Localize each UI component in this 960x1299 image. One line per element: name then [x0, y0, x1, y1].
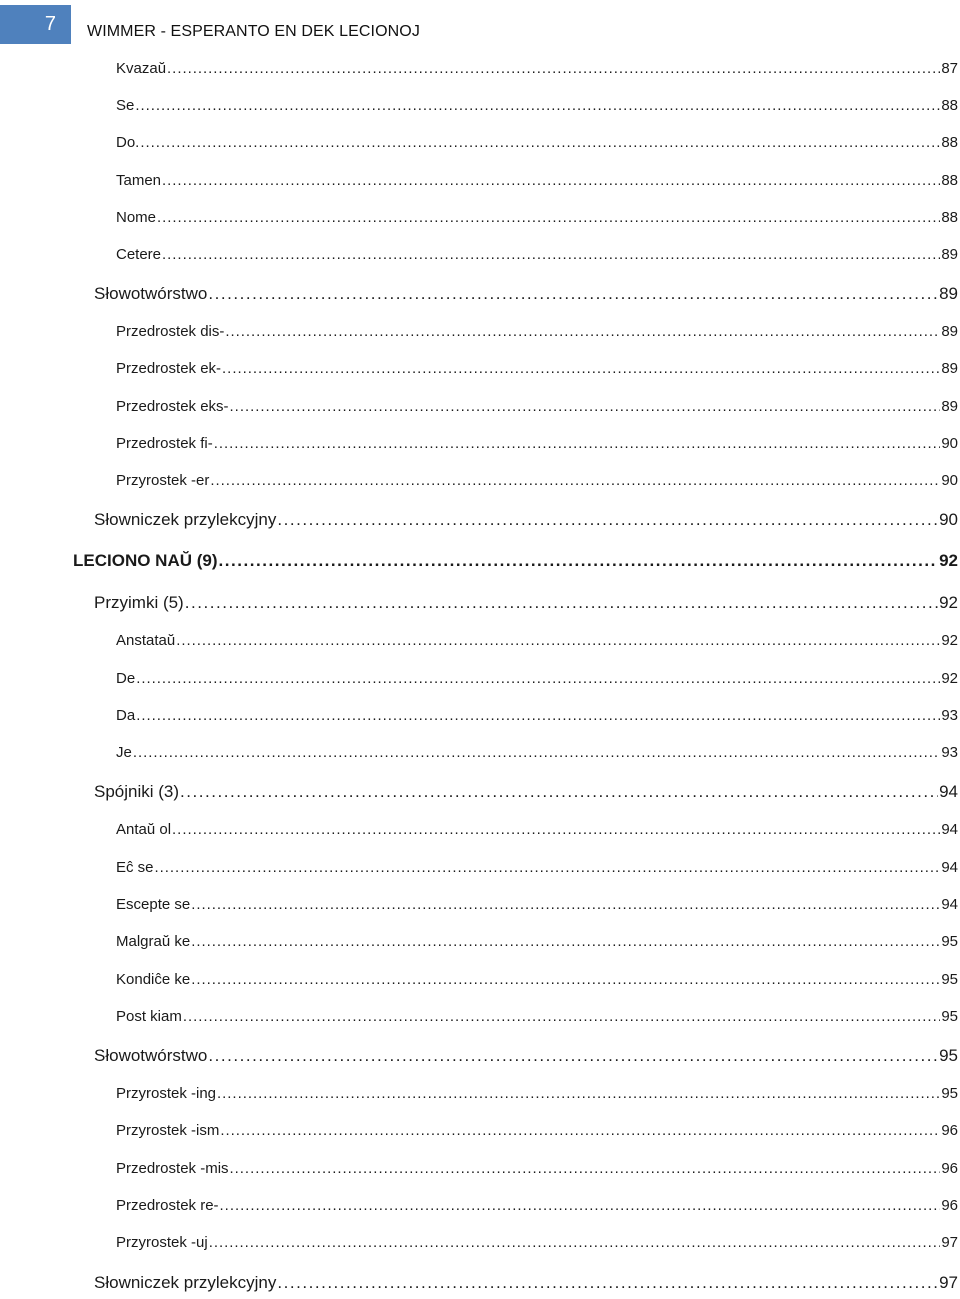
toc-entry-label: Przyrostek -er [116, 472, 210, 489]
toc-entry-page: 93 [941, 744, 958, 761]
toc-entry-page: 92 [939, 593, 958, 612]
toc-entry-page: 95 [941, 971, 958, 988]
toc-entry-label: Kvazaŭ [116, 60, 167, 77]
dot-leader [133, 744, 940, 761]
toc-entry-page: 92 [939, 551, 958, 570]
toc-entry-label: Słowotwórstwo [94, 284, 208, 303]
toc-entry-page: 88 [941, 134, 958, 151]
toc-entry-label: Słowniczek przylekcyjny [94, 510, 277, 529]
toc-entry-label: Do. [116, 134, 140, 151]
toc-entry[interactable] [116, 398, 958, 422]
toc-entry-page: 97 [941, 1234, 958, 1251]
page-number: 7 [0, 5, 71, 44]
toc-entry[interactable] [116, 209, 958, 233]
dot-leader [277, 510, 938, 530]
toc-entry[interactable] [116, 744, 958, 768]
toc-entry[interactable] [116, 1234, 958, 1258]
toc-entry-page: 89 [941, 323, 958, 340]
toc-entry[interactable] [116, 1160, 958, 1184]
dot-leader [277, 1273, 938, 1293]
dot-leader [183, 1008, 940, 1025]
dot-leader [157, 209, 940, 226]
toc-entry-label: Kondiĉe ke [116, 971, 191, 988]
toc-entry[interactable] [116, 971, 958, 995]
toc-entry[interactable] [116, 172, 958, 196]
dot-leader [230, 1160, 941, 1177]
toc-entry[interactable] [116, 246, 958, 270]
dot-leader [136, 707, 940, 724]
dot-leader [155, 859, 941, 876]
toc-entry-page: 89 [941, 398, 958, 415]
toc-entry-label: Anstataŭ [116, 632, 176, 649]
toc-entry[interactable] [116, 435, 958, 459]
toc-entry[interactable] [116, 859, 958, 883]
toc-entry[interactable] [94, 284, 958, 310]
toc-entry-page: 87 [941, 60, 958, 77]
toc-entry-label: Przedrostek dis- [116, 323, 225, 340]
toc-entry-chapter[interactable] [73, 551, 958, 577]
toc-entry[interactable] [116, 97, 958, 121]
toc-entry-label: Przyrostek -uj [116, 1234, 208, 1251]
toc-entry-page: 94 [939, 782, 958, 801]
dot-leader [176, 632, 940, 649]
dot-leader [172, 821, 940, 838]
toc-entry[interactable] [94, 1273, 958, 1299]
dot-leader [167, 60, 940, 77]
toc-entry-page: 89 [939, 284, 958, 303]
toc-entry[interactable] [116, 1008, 958, 1032]
toc-entry[interactable] [116, 896, 958, 920]
dot-leader [180, 782, 938, 802]
dot-leader [191, 971, 940, 988]
dot-leader [214, 435, 941, 452]
toc-entry[interactable] [94, 782, 958, 808]
dot-leader [162, 172, 940, 189]
dot-leader [217, 1085, 940, 1102]
toc-entry-label: Malgraŭ ke [116, 933, 191, 950]
toc-entry-label: Przyimki (5) [94, 593, 184, 612]
dot-leader [208, 1046, 938, 1066]
toc-entry[interactable] [116, 933, 958, 957]
dot-leader [135, 97, 940, 114]
toc-entry-page: 96 [941, 1197, 958, 1214]
page-header [0, 0, 960, 44]
toc-entry[interactable] [94, 1046, 958, 1072]
toc-entry-label: Przedrostek re- [116, 1197, 219, 1214]
toc-entry-label: Se [116, 97, 135, 114]
toc-entry[interactable] [116, 670, 958, 694]
toc-entry-page: 90 [939, 510, 958, 529]
toc-entry-page: 96 [941, 1122, 958, 1139]
toc-entry-label: Post kiam [116, 1008, 182, 1025]
toc-entry-label: Przedrostek fi- [116, 435, 213, 452]
toc-entry-label: Słowotwórstwo [94, 1046, 208, 1065]
toc-entry-label: Słowniczek przylekcyjny [94, 1273, 277, 1292]
toc-entry-page: 88 [941, 97, 958, 114]
dot-leader [136, 670, 940, 687]
toc-entry-page: 94 [941, 821, 958, 838]
toc-entry-label: Przyrostek -ism [116, 1122, 220, 1139]
toc-entry-page: 93 [941, 707, 958, 724]
toc-entry-label: Tamen [116, 172, 162, 189]
toc-entry-label: Eĉ se [116, 859, 154, 876]
dot-leader [225, 323, 940, 340]
toc-entry-label: Antaŭ ol [116, 821, 172, 838]
toc-entry-page: 89 [941, 360, 958, 377]
toc-entry[interactable] [116, 1085, 958, 1109]
toc-entry-label: Przedrostek ek- [116, 360, 222, 377]
dot-leader [219, 551, 939, 571]
toc-entry-page: 90 [941, 472, 958, 489]
dot-leader [220, 1197, 941, 1214]
toc-entry-label: Da [116, 707, 136, 724]
dot-leader [162, 246, 940, 263]
toc-entry-page: 90 [941, 435, 958, 452]
toc-entry-label: Przedrostek -mis [116, 1160, 229, 1177]
toc-entry[interactable] [116, 60, 958, 84]
dot-leader [191, 933, 940, 950]
toc-entry-page: 88 [941, 209, 958, 226]
toc-entry[interactable] [116, 360, 958, 384]
toc-entry[interactable] [94, 510, 958, 536]
toc-entry-label: Escepte se [116, 896, 191, 913]
dot-leader [210, 472, 940, 489]
toc-entry[interactable] [116, 632, 958, 656]
toc-entry-label: Je [116, 744, 132, 761]
toc-entry[interactable] [116, 821, 958, 845]
toc-entry[interactable] [116, 472, 958, 496]
toc-entry-page: 89 [941, 246, 958, 263]
toc-entry-label: Nome [116, 209, 157, 226]
toc-entry-label: De [116, 670, 136, 687]
dot-leader [220, 1122, 940, 1139]
dot-leader [230, 398, 941, 415]
toc-entry[interactable] [116, 707, 958, 731]
toc-entry[interactable] [116, 323, 958, 347]
toc-entry-label: Cetere [116, 246, 162, 263]
dot-leader [209, 1234, 941, 1251]
toc-entry-page: 88 [941, 172, 958, 189]
toc-entry[interactable] [116, 1122, 958, 1146]
toc-entry-page: 94 [941, 896, 958, 913]
toc-entry[interactable] [116, 134, 958, 158]
toc-entry-page: 97 [939, 1273, 958, 1292]
toc-entry-page: 92 [941, 670, 958, 687]
toc-entry-label: Spójniki (3) [94, 782, 180, 801]
toc-entry-label: Przyrostek -ing [116, 1085, 217, 1102]
dot-leader [185, 593, 938, 613]
toc-entry-page: 95 [941, 933, 958, 950]
header-title: WIMMER - ESPERANTO EN DEK LECIONOJ [87, 23, 420, 40]
toc-entry-page: 95 [941, 1085, 958, 1102]
toc-entry-page: 95 [939, 1046, 958, 1065]
toc-entry-page: 95 [941, 1008, 958, 1025]
toc-entry-page: 96 [941, 1160, 958, 1177]
toc-entry-label: Przedrostek eks- [116, 398, 229, 415]
toc-entry[interactable] [94, 593, 958, 619]
toc-entry-page: 94 [941, 859, 958, 876]
dot-leader [191, 896, 940, 913]
dot-leader [208, 284, 938, 304]
toc-entry[interactable] [116, 1197, 958, 1221]
toc-entry-page: 92 [941, 632, 958, 649]
toc-entry-label: LECIONO NAŬ (9) [73, 551, 218, 570]
dot-leader [140, 134, 940, 151]
dot-leader [222, 360, 940, 377]
